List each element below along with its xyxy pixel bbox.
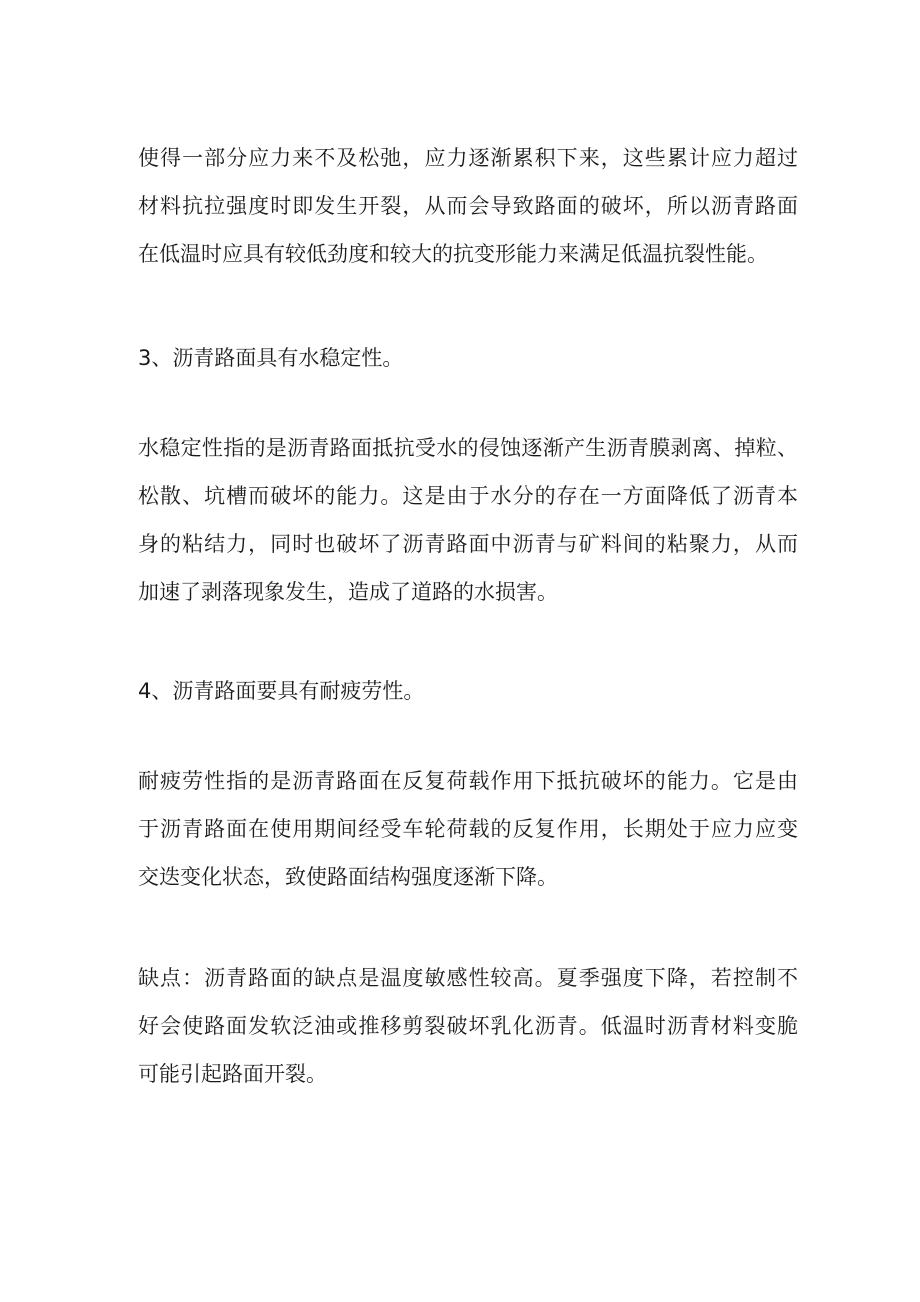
paragraph-fatigue-resistance (138, 757, 798, 901)
section-heading-water-stability (138, 334, 798, 382)
paragraph-water-stability (138, 424, 798, 616)
text-line: 在低温时应具有较低劲度和较大的抗变形能力来满足低温抗裂性能。 (138, 242, 768, 266)
text-line: 身的粘结力，同时也破坏了沥青路面中沥青与矿料间的粘聚力，从而 (138, 532, 798, 556)
text-line: 松散、坑槽而破坏的能力。这是由于水分的存在一方面降低了沥青本 (138, 484, 798, 508)
paragraph-disadvantages (138, 954, 798, 1098)
text-line: 于沥青路面在使用期间经受车轮荷载的反复作用，长期处于应力应变 (138, 817, 798, 841)
paragraph-low-temperature-cracking (138, 134, 798, 278)
text-line: 材料抗拉强度时即发生开裂，从而会导致路面的破坏，所以沥青路面 (138, 194, 798, 218)
heading-text: 3、沥青路面具有水稳定性。 (138, 346, 404, 370)
text-line: 耐疲劳性指的是沥青路面在反复荷载作用下抵抗破坏的能力。它是由 (138, 769, 798, 793)
section-heading-fatigue-resistance (138, 667, 798, 715)
text-line: 水稳定性指的是沥青路面抵抗受水的侵蚀逐渐产生沥青膜剥离、掉粒、 (138, 436, 798, 460)
text-line: 加速了剥落现象发生，造成了道路的水损害。 (138, 580, 558, 604)
text-line: 使得一部分应力来不及松弛，应力逐渐累积下来，这些累计应力超过 (138, 146, 798, 170)
heading-text: 4、沥青路面要具有耐疲劳性。 (138, 679, 425, 703)
text-line: 交迭变化状态，致使路面结构强度逐渐下降。 (138, 865, 558, 889)
text-line: 缺点：沥青路面的缺点是温度敏感性较高。夏季强度下降，若控制不 (138, 966, 798, 990)
text-line: 可能引起路面开裂。 (138, 1062, 327, 1086)
text-line: 好会使路面发软泛油或推移剪裂破坏乳化沥青。低温时沥青材料变脆 (138, 1014, 798, 1038)
